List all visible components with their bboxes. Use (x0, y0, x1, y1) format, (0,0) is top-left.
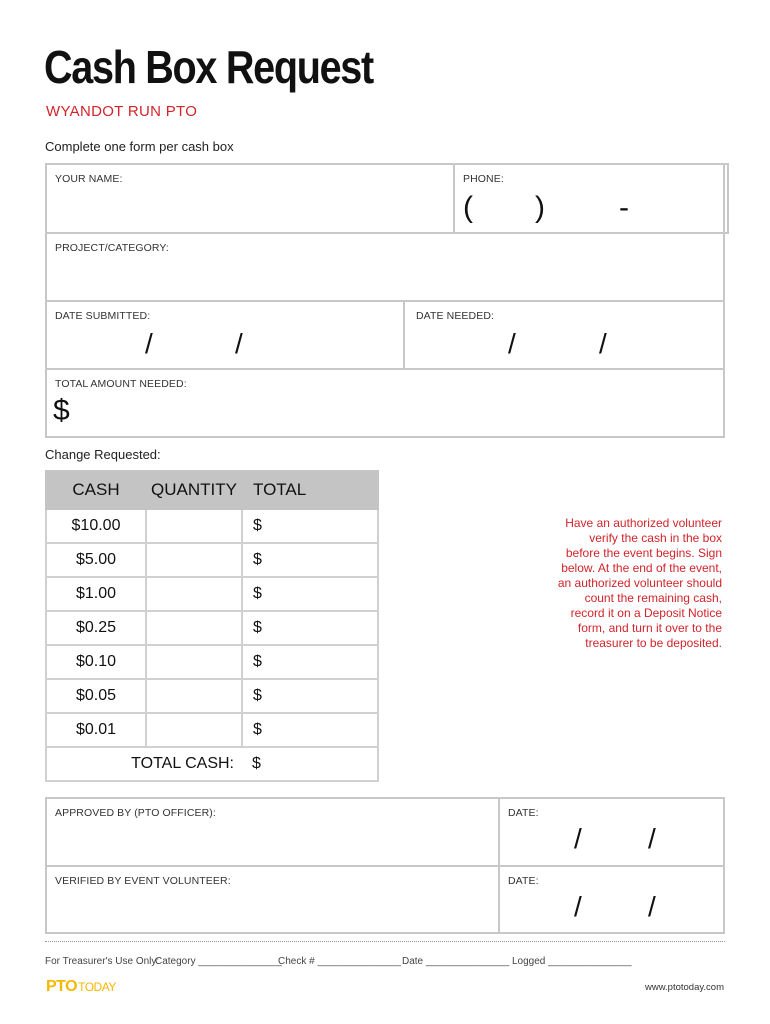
project-category-label: PROJECT/CATEGORY: (55, 242, 169, 254)
verified-by-field[interactable] (45, 865, 500, 934)
cash-amount: $5.00 (46, 543, 146, 577)
date-submitted-slash-1: / (145, 328, 153, 359)
date-submitted-field[interactable] (45, 300, 405, 370)
approved-by-field[interactable] (45, 797, 500, 867)
approved-date-slash-1: / (574, 823, 582, 854)
approved-date-slash-2: / (648, 823, 656, 854)
treasurer-use-label: For Treasurer's Use Only: (45, 956, 160, 967)
table-row (46, 543, 378, 577)
cash-amount: $0.05 (46, 679, 146, 713)
cash-amount: $10.00 (46, 509, 146, 543)
header-total: TOTAL (242, 471, 378, 509)
total-amount-label: TOTAL AMOUNT NEEDED: (55, 378, 187, 390)
change-table (45, 470, 379, 782)
cash-verification-note: Have an authorized volunteer verify the cash in the box before the event begins. Sign below. At the end of the event, an authorized volunteer should count the remaining cash, record it on a Deposit Notice form, and turn it over to the treasurer to be deposited. (557, 516, 722, 650)
phone-field[interactable] (453, 163, 729, 234)
total-cell[interactable]: $ (242, 543, 378, 577)
date-submitted-label: DATE SUBMITTED: (55, 310, 151, 322)
your-name-label: YOUR NAME: (55, 173, 123, 185)
quantity-cell[interactable] (146, 679, 242, 713)
cash-amount: $1.00 (46, 577, 146, 611)
table-row (46, 611, 378, 645)
table-row (46, 509, 378, 543)
treasurer-check[interactable]: Check # _______________ (278, 956, 401, 967)
cash-amount: $0.25 (46, 611, 146, 645)
verified-date-slash-2: / (648, 891, 656, 922)
verified-by-label: VERIFIED BY EVENT VOLUNTEER: (55, 875, 231, 887)
approved-by-label: APPROVED BY (PTO OFFICER): (55, 807, 216, 819)
approved-date-field[interactable] (498, 797, 725, 867)
quantity-cell[interactable] (146, 509, 242, 543)
project-category-field[interactable] (45, 232, 725, 302)
table-row (46, 645, 378, 679)
table-row (46, 713, 378, 747)
total-cell[interactable]: $ (242, 611, 378, 645)
quantity-cell[interactable] (146, 577, 242, 611)
total-cash-value[interactable]: $ (242, 747, 378, 781)
verified-date-label: DATE: (508, 875, 539, 887)
table-row (46, 577, 378, 611)
footer-divider (45, 941, 725, 942)
quantity-cell[interactable] (146, 713, 242, 747)
total-cell[interactable]: $ (242, 509, 378, 543)
total-cell[interactable]: $ (242, 679, 378, 713)
total-cell[interactable]: $ (242, 577, 378, 611)
quantity-cell[interactable] (146, 543, 242, 577)
total-cash-label: TOTAL CASH: (46, 747, 242, 781)
treasurer-category[interactable]: Category _______________ (155, 956, 282, 967)
page-title: Cash Box Request (44, 41, 373, 93)
header-quantity: QUANTITY (146, 471, 242, 509)
instructions: Complete one form per cash box (45, 139, 234, 154)
logo-pto: PTO (46, 978, 78, 995)
header-cash: CASH (46, 471, 146, 509)
pto-today-logo (46, 978, 116, 996)
name-phone-row (45, 163, 725, 234)
quantity-cell[interactable] (146, 611, 242, 645)
total-cell[interactable]: $ (242, 645, 378, 679)
phone-open-paren: ( (463, 191, 473, 224)
currency-symbol: $ (53, 394, 70, 427)
verified-date-slash-1: / (574, 891, 582, 922)
cash-amount: $0.01 (46, 713, 146, 747)
logo-today: TODAY (78, 980, 116, 994)
treasurer-date[interactable]: Date _______________ (402, 956, 510, 967)
change-requested-label: Change Requested: (45, 447, 161, 462)
your-name-field[interactable] (45, 163, 455, 234)
cash-amount: $0.10 (46, 645, 146, 679)
total-cell[interactable]: $ (242, 713, 378, 747)
date-submitted-slash-2: / (235, 328, 243, 359)
table-row (46, 679, 378, 713)
date-needed-label: DATE NEEDED: (416, 310, 495, 322)
total-amount-field[interactable] (45, 368, 725, 438)
phone-dash: - (619, 191, 629, 224)
treasurer-logged[interactable]: Logged _______________ (512, 956, 632, 967)
total-cash-row (46, 747, 378, 781)
approved-date-label: DATE: (508, 807, 539, 819)
phone-label: PHONE: (463, 173, 504, 185)
date-needed-slash-1: / (508, 328, 516, 359)
website-url[interactable]: www.ptotoday.com (644, 982, 724, 993)
organization-name: WYANDOT RUN PTO (46, 103, 198, 120)
phone-close-paren: ) (535, 191, 545, 224)
verified-date-field[interactable] (498, 865, 725, 934)
date-needed-slash-2: / (599, 328, 607, 359)
quantity-cell[interactable] (146, 645, 242, 679)
date-needed-field[interactable] (403, 300, 725, 370)
